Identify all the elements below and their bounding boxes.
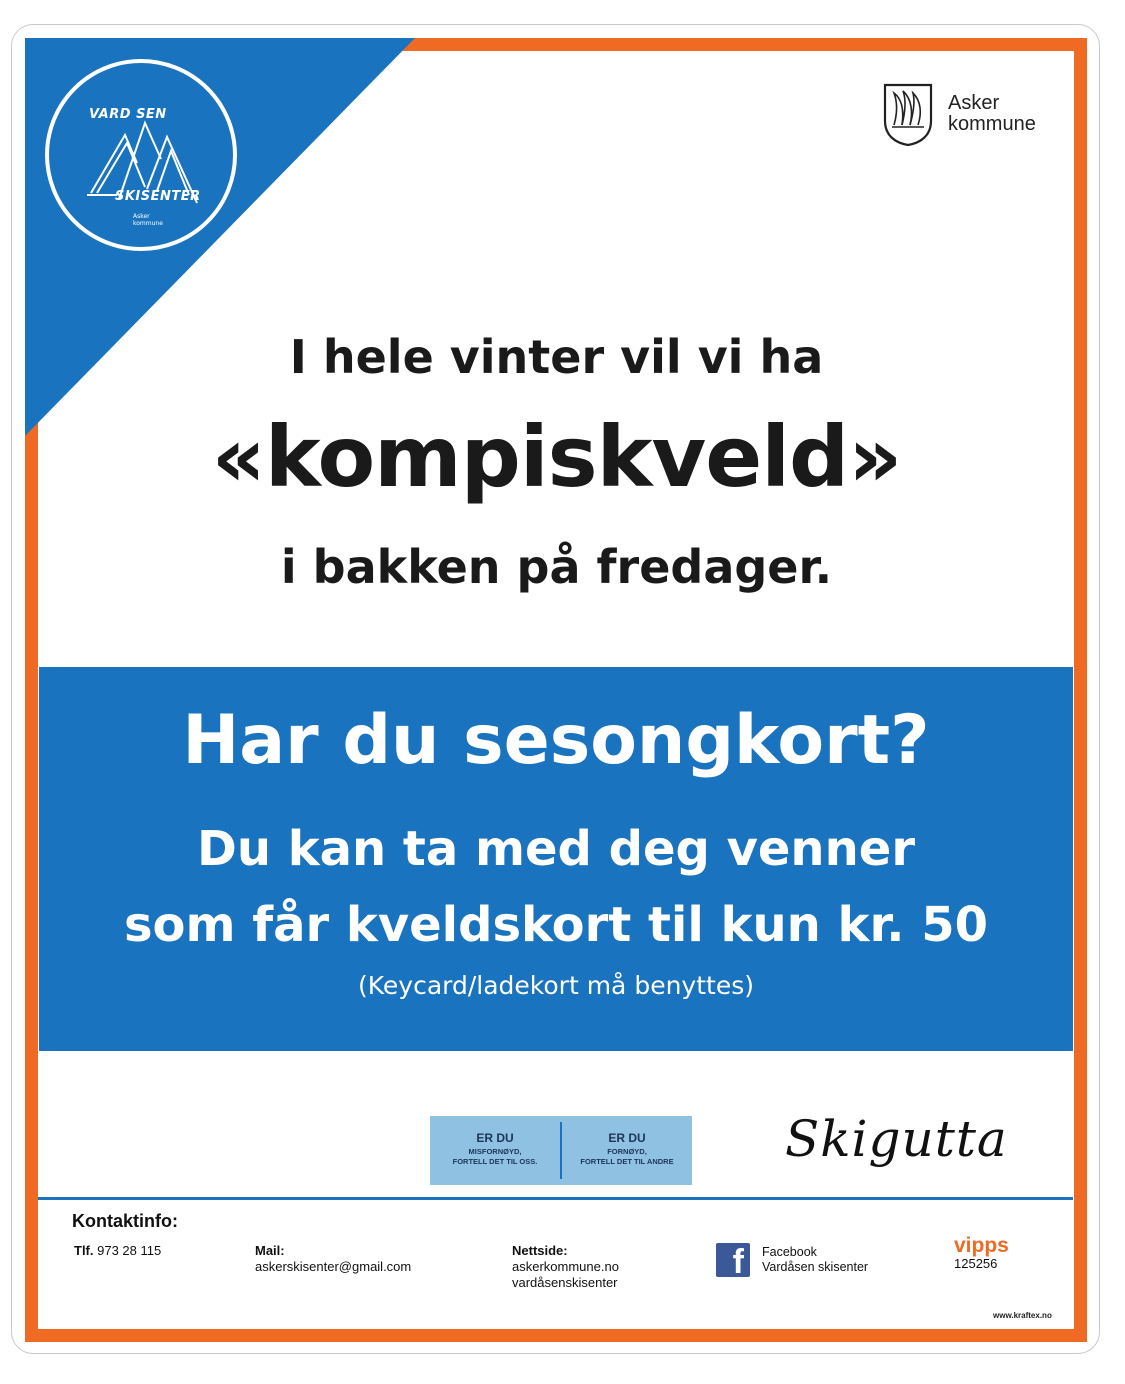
vipps-logo: vipps [954,1234,1009,1257]
feedback-box [430,1116,692,1185]
logo-sub-line2: kommune [133,220,163,227]
logo-asker-sub [133,213,163,227]
mail-value[interactable]: askerskisenter@gmail.com [255,1259,412,1274]
feedback-left-title: ER DU [476,1131,514,1145]
facebook-line2: Vardåsen skisenter [762,1260,869,1274]
facebook-icon: f [716,1243,750,1277]
facebook-text [762,1245,868,1275]
band-line1: Du kan ta med deg venner [196,821,915,877]
band-title: Har du sesongkort? [182,701,930,780]
feedback-left-line2: FORTELL DET TIL OSS. [452,1157,538,1166]
logo-title-bottom: SKISENTER [115,189,201,204]
feedback-right-title: ER DU [608,1131,646,1145]
contact-divider [38,1197,1073,1200]
asker-shield-icon [882,81,934,147]
band-line2: som får kveldskort til kun kr. 50 [123,897,989,953]
feedback-happy [562,1116,692,1185]
feedback-unhappy [430,1116,560,1185]
phone-label: Tlf. [74,1243,94,1258]
web-label: Nettside: [512,1243,568,1258]
headline-line3: i bakken på fredager. [280,540,833,594]
web-line1[interactable]: askerkommune.no [512,1259,619,1274]
feedback-left-line1: MISFORNØYD, [468,1147,522,1156]
contact-website [512,1243,619,1291]
band-note: (Keycard/ladekort må benyttes) [358,971,754,1000]
contact-heading: Kontaktinfo: [72,1211,178,1231]
feedback-right-line1: FORNØYD, [607,1147,647,1156]
asker-kommune-logo [882,81,1036,147]
mail-label: Mail: [255,1243,285,1258]
asker-line1: Asker [948,92,1000,114]
headline-kompiskveld: «kompiskveld» [211,408,902,506]
logo-sub-line1: Asker [133,213,150,220]
contact-phone [74,1243,161,1259]
phone-value[interactable]: 973 28 115 [97,1243,162,1258]
logo-title-top: VARD SEN [89,107,167,122]
contact-facebook[interactable] [716,1243,869,1281]
contact-mail [255,1243,411,1275]
vipps-number: 125256 [954,1256,998,1271]
skigutta-brand: Skigutta [785,1110,1008,1168]
web-line2[interactable]: vardåsenskisenter [512,1275,618,1290]
headline-line1: I hele vinter vil vi ha [289,330,824,384]
feedback-right-line2: FORTELL DET TIL ANDRE [580,1157,674,1166]
printer-credit: www.kraftex.no [993,1311,1052,1320]
asker-kommune-text [948,93,1036,135]
facebook-line1: Facebook [762,1245,817,1259]
season-card-band [39,667,1073,1051]
contact-vipps [954,1234,1009,1272]
asker-line2: kommune [948,113,1036,135]
vardasen-logo [45,59,237,251]
